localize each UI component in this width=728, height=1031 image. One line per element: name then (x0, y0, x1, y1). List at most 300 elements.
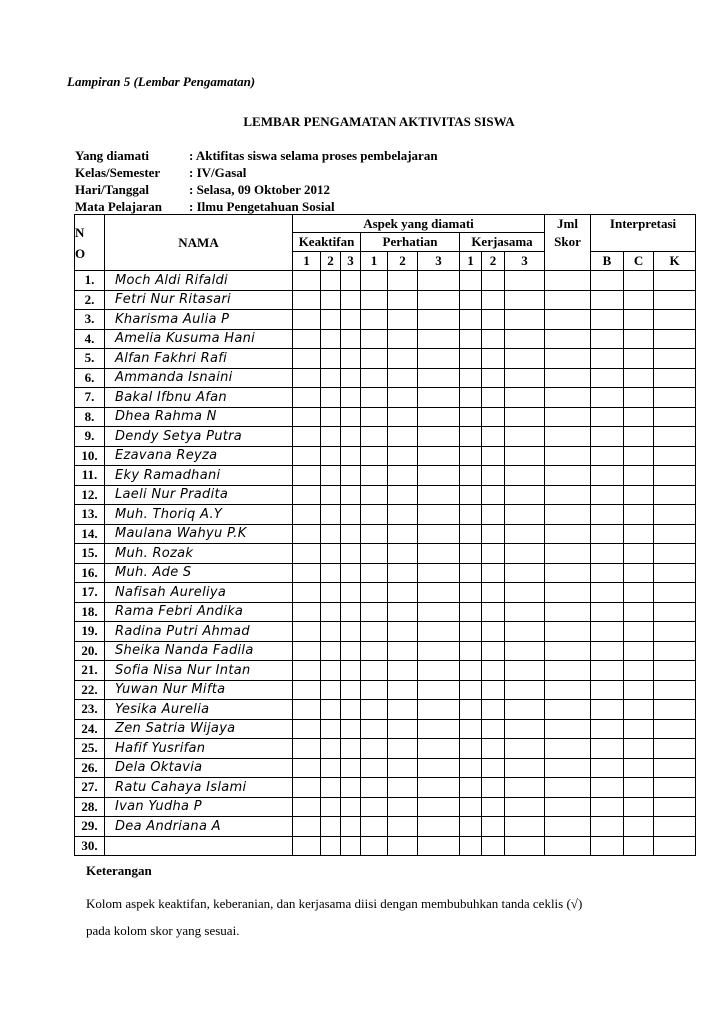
score-cell[interactable] (482, 680, 505, 700)
score-cell[interactable] (341, 700, 361, 720)
score-cell[interactable] (418, 349, 460, 369)
score-cell[interactable] (591, 661, 624, 681)
score-cell[interactable] (388, 700, 418, 720)
score-cell[interactable] (591, 349, 624, 369)
score-cell[interactable] (388, 797, 418, 817)
score-cell[interactable] (361, 329, 388, 349)
score-cell[interactable] (505, 427, 545, 447)
score-cell[interactable] (624, 407, 654, 427)
score-cell[interactable] (388, 680, 418, 700)
score-cell[interactable] (654, 602, 696, 622)
score-cell[interactable] (505, 524, 545, 544)
score-cell[interactable] (460, 797, 482, 817)
score-cell[interactable] (624, 388, 654, 408)
score-cell[interactable] (418, 680, 460, 700)
score-cell[interactable] (482, 778, 505, 798)
score-cell[interactable] (545, 758, 591, 778)
score-cell[interactable] (460, 544, 482, 564)
score-cell[interactable] (460, 739, 482, 759)
score-cell[interactable] (505, 349, 545, 369)
score-cell[interactable] (388, 583, 418, 603)
score-cell[interactable] (293, 466, 321, 486)
score-cell[interactable] (654, 290, 696, 310)
score-cell[interactable] (460, 485, 482, 505)
score-cell[interactable] (591, 505, 624, 525)
score-cell[interactable] (624, 524, 654, 544)
score-cell[interactable] (482, 739, 505, 759)
score-cell[interactable] (418, 739, 460, 759)
score-cell[interactable] (321, 427, 341, 447)
score-cell[interactable] (624, 446, 654, 466)
score-cell[interactable] (341, 349, 361, 369)
score-cell[interactable] (460, 836, 482, 856)
score-cell[interactable] (293, 836, 321, 856)
score-cell[interactable] (624, 563, 654, 583)
score-cell[interactable] (388, 661, 418, 681)
score-cell[interactable] (341, 524, 361, 544)
score-cell[interactable] (418, 505, 460, 525)
score-cell[interactable] (545, 778, 591, 798)
score-cell[interactable] (388, 817, 418, 837)
score-cell[interactable] (482, 661, 505, 681)
score-cell[interactable] (654, 446, 696, 466)
score-cell[interactable] (545, 797, 591, 817)
score-cell[interactable] (293, 524, 321, 544)
score-cell[interactable] (482, 797, 505, 817)
score-cell[interactable] (388, 505, 418, 525)
score-cell[interactable] (341, 485, 361, 505)
score-cell[interactable] (418, 388, 460, 408)
score-cell[interactable] (460, 349, 482, 369)
score-cell[interactable] (591, 290, 624, 310)
score-cell[interactable] (624, 466, 654, 486)
score-cell[interactable] (341, 778, 361, 798)
score-cell[interactable] (482, 368, 505, 388)
score-cell[interactable] (460, 524, 482, 544)
score-cell[interactable] (293, 446, 321, 466)
score-cell[interactable] (545, 310, 591, 330)
score-cell[interactable] (341, 622, 361, 642)
score-cell[interactable] (505, 583, 545, 603)
score-cell[interactable] (460, 329, 482, 349)
score-cell[interactable] (591, 778, 624, 798)
score-cell[interactable] (418, 622, 460, 642)
score-cell[interactable] (654, 758, 696, 778)
score-cell[interactable] (654, 329, 696, 349)
score-cell[interactable] (388, 719, 418, 739)
score-cell[interactable] (482, 446, 505, 466)
score-cell[interactable] (624, 544, 654, 564)
score-cell[interactable] (388, 271, 418, 291)
score-cell[interactable] (388, 290, 418, 310)
score-cell[interactable] (388, 310, 418, 330)
score-cell[interactable] (321, 388, 341, 408)
score-cell[interactable] (293, 290, 321, 310)
score-cell[interactable] (460, 661, 482, 681)
score-cell[interactable] (293, 485, 321, 505)
score-cell[interactable] (293, 583, 321, 603)
score-cell[interactable] (545, 602, 591, 622)
score-cell[interactable] (624, 485, 654, 505)
score-cell[interactable] (361, 446, 388, 466)
score-cell[interactable] (591, 758, 624, 778)
score-cell[interactable] (482, 602, 505, 622)
score-cell[interactable] (482, 388, 505, 408)
score-cell[interactable] (361, 719, 388, 739)
score-cell[interactable] (654, 622, 696, 642)
score-cell[interactable] (505, 271, 545, 291)
score-cell[interactable] (505, 719, 545, 739)
score-cell[interactable] (482, 583, 505, 603)
score-cell[interactable] (361, 661, 388, 681)
score-cell[interactable] (361, 310, 388, 330)
score-cell[interactable] (505, 407, 545, 427)
score-cell[interactable] (341, 563, 361, 583)
score-cell[interactable] (361, 641, 388, 661)
score-cell[interactable] (293, 719, 321, 739)
score-cell[interactable] (293, 797, 321, 817)
score-cell[interactable] (341, 271, 361, 291)
score-cell[interactable] (293, 368, 321, 388)
score-cell[interactable] (460, 505, 482, 525)
score-cell[interactable] (341, 446, 361, 466)
score-cell[interactable] (293, 544, 321, 564)
score-cell[interactable] (591, 563, 624, 583)
score-cell[interactable] (545, 505, 591, 525)
score-cell[interactable] (361, 583, 388, 603)
score-cell[interactable] (591, 485, 624, 505)
score-cell[interactable] (341, 310, 361, 330)
score-cell[interactable] (624, 719, 654, 739)
score-cell[interactable] (460, 817, 482, 837)
score-cell[interactable] (341, 817, 361, 837)
score-cell[interactable] (505, 602, 545, 622)
score-cell[interactable] (654, 641, 696, 661)
score-cell[interactable] (545, 329, 591, 349)
score-cell[interactable] (505, 641, 545, 661)
score-cell[interactable] (321, 758, 341, 778)
score-cell[interactable] (460, 602, 482, 622)
score-cell[interactable] (418, 368, 460, 388)
score-cell[interactable] (460, 700, 482, 720)
score-cell[interactable] (505, 544, 545, 564)
score-cell[interactable] (654, 368, 696, 388)
score-cell[interactable] (418, 329, 460, 349)
score-cell[interactable] (361, 407, 388, 427)
score-cell[interactable] (361, 388, 388, 408)
score-cell[interactable] (505, 485, 545, 505)
score-cell[interactable] (293, 817, 321, 837)
score-cell[interactable] (654, 271, 696, 291)
score-cell[interactable] (361, 602, 388, 622)
score-cell[interactable] (341, 466, 361, 486)
score-cell[interactable] (482, 349, 505, 369)
score-cell[interactable] (388, 349, 418, 369)
score-cell[interactable] (293, 563, 321, 583)
score-cell[interactable] (654, 349, 696, 369)
score-cell[interactable] (361, 797, 388, 817)
score-cell[interactable] (418, 485, 460, 505)
score-cell[interactable] (321, 700, 341, 720)
score-cell[interactable] (482, 817, 505, 837)
score-cell[interactable] (624, 368, 654, 388)
score-cell[interactable] (591, 583, 624, 603)
score-cell[interactable] (545, 700, 591, 720)
score-cell[interactable] (505, 700, 545, 720)
score-cell[interactable] (293, 388, 321, 408)
score-cell[interactable] (654, 836, 696, 856)
score-cell[interactable] (591, 739, 624, 759)
score-cell[interactable] (545, 544, 591, 564)
score-cell[interactable] (482, 622, 505, 642)
score-cell[interactable] (293, 602, 321, 622)
score-cell[interactable] (505, 310, 545, 330)
score-cell[interactable] (460, 310, 482, 330)
score-cell[interactable] (418, 797, 460, 817)
score-cell[interactable] (361, 271, 388, 291)
score-cell[interactable] (341, 602, 361, 622)
score-cell[interactable] (321, 817, 341, 837)
score-cell[interactable] (624, 310, 654, 330)
score-cell[interactable] (418, 583, 460, 603)
score-cell[interactable] (321, 544, 341, 564)
score-cell[interactable] (418, 563, 460, 583)
score-cell[interactable] (341, 368, 361, 388)
score-cell[interactable] (505, 739, 545, 759)
score-cell[interactable] (321, 485, 341, 505)
score-cell[interactable] (460, 407, 482, 427)
score-cell[interactable] (460, 271, 482, 291)
score-cell[interactable] (545, 466, 591, 486)
score-cell[interactable] (482, 758, 505, 778)
score-cell[interactable] (388, 466, 418, 486)
score-cell[interactable] (293, 739, 321, 759)
score-cell[interactable] (388, 427, 418, 447)
score-cell[interactable] (361, 466, 388, 486)
score-cell[interactable] (624, 641, 654, 661)
score-cell[interactable] (460, 388, 482, 408)
score-cell[interactable] (341, 661, 361, 681)
score-cell[interactable] (654, 563, 696, 583)
score-cell[interactable] (591, 817, 624, 837)
score-cell[interactable] (591, 329, 624, 349)
score-cell[interactable] (654, 719, 696, 739)
score-cell[interactable] (482, 427, 505, 447)
score-cell[interactable] (321, 836, 341, 856)
score-cell[interactable] (505, 778, 545, 798)
score-cell[interactable] (654, 485, 696, 505)
score-cell[interactable] (361, 778, 388, 798)
score-cell[interactable] (624, 329, 654, 349)
score-cell[interactable] (361, 368, 388, 388)
score-cell[interactable] (321, 661, 341, 681)
score-cell[interactable] (482, 719, 505, 739)
score-cell[interactable] (624, 817, 654, 837)
score-cell[interactable] (545, 719, 591, 739)
score-cell[interactable] (321, 778, 341, 798)
score-cell[interactable] (654, 778, 696, 798)
score-cell[interactable] (388, 329, 418, 349)
score-cell[interactable] (321, 622, 341, 642)
score-cell[interactable] (505, 797, 545, 817)
score-cell[interactable] (361, 505, 388, 525)
score-cell[interactable] (388, 544, 418, 564)
score-cell[interactable] (545, 485, 591, 505)
score-cell[interactable] (482, 271, 505, 291)
score-cell[interactable] (388, 368, 418, 388)
score-cell[interactable] (341, 758, 361, 778)
score-cell[interactable] (505, 680, 545, 700)
score-cell[interactable] (460, 622, 482, 642)
score-cell[interactable] (293, 758, 321, 778)
score-cell[interactable] (293, 778, 321, 798)
score-cell[interactable] (545, 583, 591, 603)
score-cell[interactable] (545, 563, 591, 583)
score-cell[interactable] (321, 680, 341, 700)
score-cell[interactable] (341, 583, 361, 603)
score-cell[interactable] (624, 661, 654, 681)
score-cell[interactable] (591, 602, 624, 622)
score-cell[interactable] (388, 524, 418, 544)
score-cell[interactable] (321, 446, 341, 466)
score-cell[interactable] (591, 836, 624, 856)
score-cell[interactable] (482, 329, 505, 349)
score-cell[interactable] (361, 349, 388, 369)
score-cell[interactable] (388, 622, 418, 642)
score-cell[interactable] (624, 680, 654, 700)
score-cell[interactable] (545, 836, 591, 856)
score-cell[interactable] (361, 700, 388, 720)
score-cell[interactable] (341, 641, 361, 661)
score-cell[interactable] (418, 544, 460, 564)
score-cell[interactable] (341, 290, 361, 310)
score-cell[interactable] (654, 466, 696, 486)
score-cell[interactable] (545, 817, 591, 837)
score-cell[interactable] (293, 271, 321, 291)
score-cell[interactable] (591, 368, 624, 388)
score-cell[interactable] (591, 407, 624, 427)
score-cell[interactable] (482, 505, 505, 525)
score-cell[interactable] (545, 349, 591, 369)
score-cell[interactable] (505, 446, 545, 466)
score-cell[interactable] (321, 797, 341, 817)
score-cell[interactable] (341, 427, 361, 447)
score-cell[interactable] (482, 836, 505, 856)
score-cell[interactable] (418, 466, 460, 486)
score-cell[interactable] (361, 817, 388, 837)
score-cell[interactable] (341, 797, 361, 817)
score-cell[interactable] (505, 622, 545, 642)
score-cell[interactable] (418, 700, 460, 720)
score-cell[interactable] (505, 758, 545, 778)
score-cell[interactable] (591, 388, 624, 408)
score-cell[interactable] (388, 778, 418, 798)
score-cell[interactable] (361, 739, 388, 759)
score-cell[interactable] (591, 271, 624, 291)
score-cell[interactable] (321, 583, 341, 603)
score-cell[interactable] (624, 349, 654, 369)
score-cell[interactable] (388, 563, 418, 583)
score-cell[interactable] (460, 680, 482, 700)
score-cell[interactable] (460, 583, 482, 603)
score-cell[interactable] (341, 719, 361, 739)
score-cell[interactable] (545, 524, 591, 544)
score-cell[interactable] (388, 485, 418, 505)
score-cell[interactable] (418, 836, 460, 856)
score-cell[interactable] (361, 758, 388, 778)
score-cell[interactable] (545, 622, 591, 642)
score-cell[interactable] (482, 524, 505, 544)
score-cell[interactable] (545, 427, 591, 447)
score-cell[interactable] (591, 446, 624, 466)
score-cell[interactable] (293, 349, 321, 369)
score-cell[interactable] (482, 290, 505, 310)
score-cell[interactable] (418, 602, 460, 622)
score-cell[interactable] (624, 271, 654, 291)
score-cell[interactable] (460, 290, 482, 310)
score-cell[interactable] (341, 505, 361, 525)
score-cell[interactable] (624, 290, 654, 310)
score-cell[interactable] (505, 290, 545, 310)
score-cell[interactable] (545, 290, 591, 310)
score-cell[interactable] (321, 349, 341, 369)
score-cell[interactable] (624, 836, 654, 856)
score-cell[interactable] (418, 446, 460, 466)
score-cell[interactable] (460, 778, 482, 798)
score-cell[interactable] (361, 524, 388, 544)
score-cell[interactable] (321, 271, 341, 291)
score-cell[interactable] (321, 641, 341, 661)
score-cell[interactable] (545, 271, 591, 291)
score-cell[interactable] (341, 544, 361, 564)
score-cell[interactable] (591, 466, 624, 486)
score-cell[interactable] (388, 446, 418, 466)
score-cell[interactable] (321, 739, 341, 759)
score-cell[interactable] (545, 388, 591, 408)
score-cell[interactable] (654, 680, 696, 700)
score-cell[interactable] (321, 368, 341, 388)
score-cell[interactable] (321, 466, 341, 486)
score-cell[interactable] (293, 329, 321, 349)
score-cell[interactable] (361, 563, 388, 583)
score-cell[interactable] (505, 563, 545, 583)
score-cell[interactable] (482, 544, 505, 564)
score-cell[interactable] (418, 817, 460, 837)
score-cell[interactable] (341, 680, 361, 700)
score-cell[interactable] (591, 622, 624, 642)
score-cell[interactable] (361, 290, 388, 310)
score-cell[interactable] (505, 836, 545, 856)
score-cell[interactable] (624, 427, 654, 447)
score-cell[interactable] (321, 407, 341, 427)
score-cell[interactable] (293, 622, 321, 642)
score-cell[interactable] (341, 329, 361, 349)
score-cell[interactable] (654, 388, 696, 408)
score-cell[interactable] (624, 797, 654, 817)
score-cell[interactable] (591, 427, 624, 447)
score-cell[interactable] (624, 739, 654, 759)
score-cell[interactable] (418, 641, 460, 661)
score-cell[interactable] (361, 544, 388, 564)
score-cell[interactable] (293, 505, 321, 525)
score-cell[interactable] (460, 758, 482, 778)
score-cell[interactable] (321, 719, 341, 739)
score-cell[interactable] (624, 778, 654, 798)
score-cell[interactable] (545, 446, 591, 466)
score-cell[interactable] (624, 622, 654, 642)
score-cell[interactable] (545, 641, 591, 661)
score-cell[interactable] (418, 719, 460, 739)
